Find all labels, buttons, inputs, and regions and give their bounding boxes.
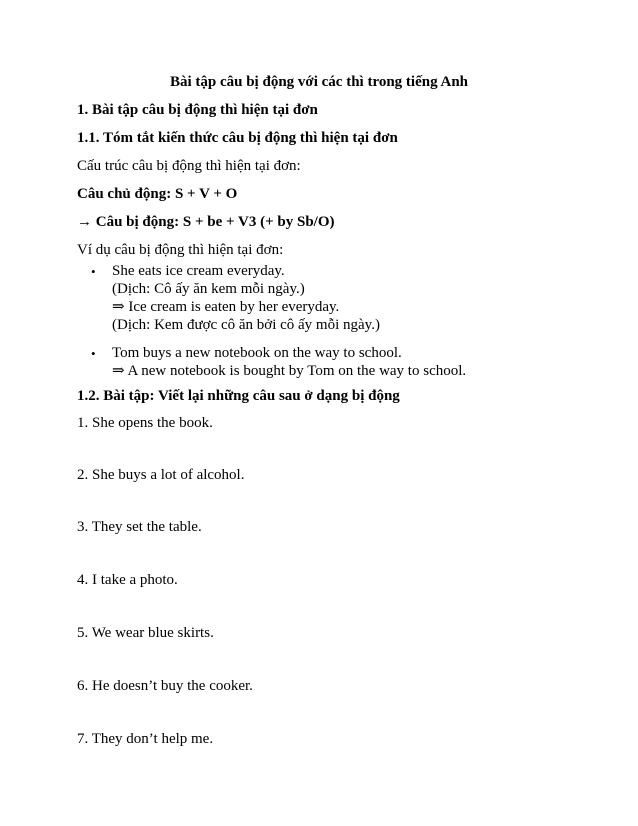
example-2-line-1: Tom buys a new notebook on the way to school. — [112, 345, 402, 361]
passive-formula: → Câu bị động: S + be + V3 (+ by Sb/O) — [77, 214, 335, 230]
bullet-icon: • — [91, 264, 96, 279]
exercise-item: 6. He doesn’t buy the cooker. — [77, 678, 253, 694]
example-1-line-1: She eats ice cream everyday. — [112, 263, 285, 279]
exercise-item: 7. They don’t help me. — [77, 731, 214, 747]
section-1-1-heading: 1.1. Tóm tắt kiến thức câu bị động thì hiện tại đơn — [77, 130, 398, 146]
exercise-item: 4. I take a photo. — [77, 572, 178, 588]
example-2-line-2: ⇒ A new notebook is bought by Tom on the way to school. — [112, 363, 467, 379]
section-1-2-heading: 1.2. Bài tập: Viết lại những câu sau ở dạng bị động — [77, 388, 400, 404]
structure-intro: Cấu trúc câu bị động thì hiện tại đơn: — [77, 158, 301, 174]
example-1-line-4: (Dịch: Kem được cô ăn bởi cô ấy mỗi ngày.) — [112, 317, 380, 333]
example-1-line-3: ⇒ Ice cream is eaten by her everyday. — [112, 299, 340, 315]
example-intro: Ví dụ câu bị động thì hiện tại đơn: — [77, 242, 284, 258]
page-title: Bài tập câu bị động với các thì trong tiếng Anh — [169, 74, 469, 90]
active-formula: Câu chủ động: S + V + O — [77, 186, 238, 202]
exercise-item: 1. She opens the book. — [77, 415, 213, 431]
exercise-item: 3. They set the table. — [77, 519, 202, 535]
example-1-line-2: (Dịch: Cô ấy ăn kem mỗi ngày.) — [112, 281, 305, 297]
bullet-icon: • — [91, 346, 96, 361]
exercise-item: 5. We wear blue skirts. — [77, 625, 214, 641]
section-1-heading: 1. Bài tập câu bị động thì hiện tại đơn — [77, 102, 318, 118]
exercise-item: 2. She buys a lot of alcohol. — [77, 467, 245, 483]
